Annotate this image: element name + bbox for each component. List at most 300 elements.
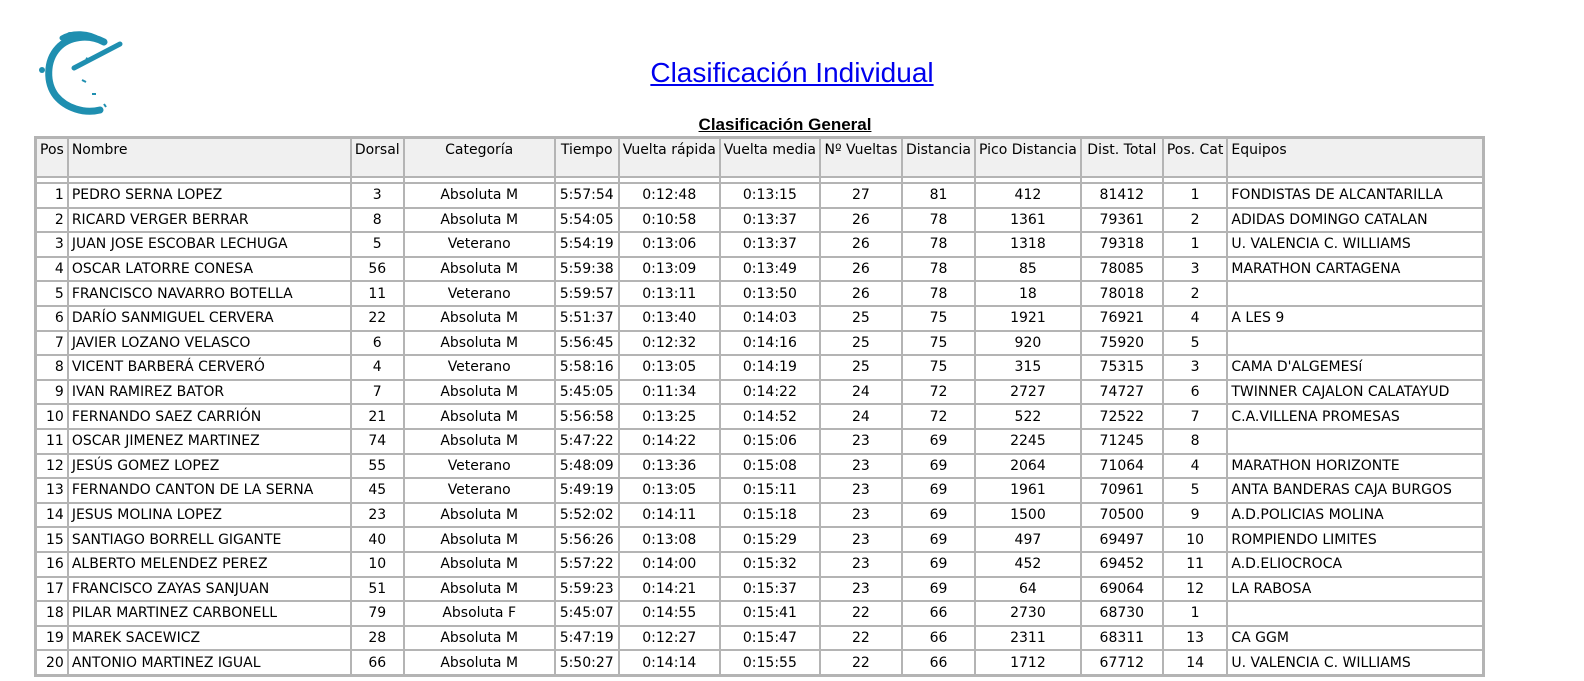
cell-vuelta-rapida: 0:12:32 [620, 332, 719, 355]
cell-pos: 1 [37, 184, 67, 207]
cell-pico-distancia: 2245 [976, 430, 1080, 453]
cell-equipos: ROMPIENDO LIMITES [1228, 528, 1482, 551]
cell-categoria: Absoluta M [405, 528, 554, 551]
cell-nombre: JUAN JOSE ESCOBAR LECHUGA [69, 233, 350, 256]
cell-vuelta-rapida: 0:13:40 [620, 307, 719, 330]
cell-equipos: A LES 9 [1228, 307, 1482, 330]
cell-nombre: OSCAR JIMENEZ MARTINEZ [69, 430, 350, 453]
cell-dist-total: 72522 [1082, 405, 1162, 428]
cell-pico-distancia: 522 [976, 405, 1080, 428]
cell-vuelta-rapida: 0:14:21 [620, 578, 719, 601]
cell-vuelta-rapida: 0:13:05 [620, 479, 719, 502]
cell-vuelta-rapida: 0:13:08 [620, 528, 719, 551]
spacer-cell [352, 178, 403, 182]
cell-num-vueltas: 23 [821, 455, 901, 478]
cell-vuelta-rapida: 0:13:09 [620, 258, 719, 281]
column-header-pico-distancia: Pico Distancia [976, 139, 1080, 176]
spacer-cell [69, 178, 350, 182]
cell-distancia: 69 [903, 430, 974, 453]
cell-dist-total: 69064 [1082, 578, 1162, 601]
cell-tiempo: 5:56:58 [556, 405, 618, 428]
cell-dist-total: 76921 [1082, 307, 1162, 330]
table-row [37, 209, 1482, 232]
cell-pos: 19 [37, 627, 67, 650]
table-row [37, 455, 1482, 478]
cell-vuelta-rapida: 0:13:25 [620, 405, 719, 428]
cell-pos-cat: 3 [1164, 258, 1227, 281]
cell-pos: 9 [37, 381, 67, 404]
cell-num-vueltas: 22 [821, 627, 901, 650]
cell-distancia: 69 [903, 578, 974, 601]
cell-vuelta-rapida: 0:14:00 [620, 553, 719, 576]
spacer-cell [821, 178, 901, 182]
cell-nombre: DARÍO SANMIGUEL CERVERA [69, 307, 350, 330]
cell-nombre: MAREK SACEWICZ [69, 627, 350, 650]
cell-dist-total: 79318 [1082, 233, 1162, 256]
cell-equipos [1228, 430, 1482, 453]
column-header-num-vueltas: Nº Vueltas [821, 139, 901, 176]
cell-nombre: FERNANDO CANTON DE LA SERNA [69, 479, 350, 502]
spacer-cell [903, 178, 974, 182]
cell-vuelta-rapida: 0:14:22 [620, 430, 719, 453]
cell-pos-cat: 1 [1164, 233, 1227, 256]
cell-pos: 20 [37, 651, 67, 674]
cell-distancia: 69 [903, 528, 974, 551]
cell-distancia: 78 [903, 258, 974, 281]
column-header-categoria: Categoría [405, 139, 554, 176]
cell-dist-total: 74727 [1082, 381, 1162, 404]
cell-tiempo: 5:45:05 [556, 381, 618, 404]
cell-tiempo: 5:58:16 [556, 356, 618, 379]
cell-categoria: Absoluta M [405, 405, 554, 428]
cell-tiempo: 5:59:23 [556, 578, 618, 601]
cell-pos-cat: 9 [1164, 504, 1227, 527]
cell-num-vueltas: 26 [821, 233, 901, 256]
cell-pos: 16 [37, 553, 67, 576]
cell-pico-distancia: 64 [976, 578, 1080, 601]
cell-pos-cat: 6 [1164, 381, 1227, 404]
cell-pico-distancia: 412 [976, 184, 1080, 207]
cell-vuelta-media: 0:14:52 [721, 405, 819, 428]
column-header-vuelta-media: Vuelta media [721, 139, 819, 176]
cell-vuelta-rapida: 0:14:11 [620, 504, 719, 527]
cell-pos-cat: 14 [1164, 651, 1227, 674]
cell-dist-total: 78085 [1082, 258, 1162, 281]
cell-vuelta-rapida: 0:12:48 [620, 184, 719, 207]
column-header-vuelta-rapida: Vuelta rápida [620, 139, 719, 176]
cell-pico-distancia: 2064 [976, 455, 1080, 478]
cell-distancia: 81 [903, 184, 974, 207]
cell-tiempo: 5:49:19 [556, 479, 618, 502]
cell-dorsal: 55 [352, 455, 403, 478]
cell-pos-cat: 1 [1164, 184, 1227, 207]
cell-categoria: Absoluta M [405, 504, 554, 527]
cell-dorsal: 10 [352, 553, 403, 576]
cell-pico-distancia: 2727 [976, 381, 1080, 404]
cell-nombre: JAVIER LOZANO VELASCO [69, 332, 350, 355]
cell-nombre: JESUS MOLINA LOPEZ [69, 504, 350, 527]
table-row [37, 578, 1482, 601]
cell-distancia: 69 [903, 553, 974, 576]
cell-vuelta-media: 0:15:06 [721, 430, 819, 453]
cell-tiempo: 5:47:19 [556, 627, 618, 650]
cell-tiempo: 5:59:57 [556, 282, 618, 305]
cell-distancia: 69 [903, 455, 974, 478]
cell-distancia: 78 [903, 209, 974, 232]
cell-categoria: Absoluta M [405, 258, 554, 281]
spacer-cell [37, 178, 67, 182]
cell-categoria: Absoluta M [405, 627, 554, 650]
cell-num-vueltas: 25 [821, 307, 901, 330]
cell-categoria: Veterano [405, 233, 554, 256]
cell-distancia: 78 [903, 282, 974, 305]
spacer-cell [1164, 178, 1227, 182]
cell-pos: 17 [37, 578, 67, 601]
cell-dist-total: 75920 [1082, 332, 1162, 355]
cell-dorsal: 8 [352, 209, 403, 232]
cell-equipos: CAMA D'ALGEMESí [1228, 356, 1482, 379]
cell-categoria: Absoluta M [405, 209, 554, 232]
cell-vuelta-media: 0:13:50 [721, 282, 819, 305]
cell-pico-distancia: 1318 [976, 233, 1080, 256]
table-row [37, 332, 1482, 355]
cell-pos-cat: 13 [1164, 627, 1227, 650]
cell-tiempo: 5:57:54 [556, 184, 618, 207]
cell-tiempo: 5:54:19 [556, 233, 618, 256]
cell-pos-cat: 10 [1164, 528, 1227, 551]
cell-vuelta-media: 0:13:37 [721, 233, 819, 256]
cell-nombre: RICARD VERGER BERRAR [69, 209, 350, 232]
cell-categoria: Absoluta M [405, 430, 554, 453]
cell-equipos: ADIDAS DOMINGO CATALAN [1228, 209, 1482, 232]
cell-dorsal: 45 [352, 479, 403, 502]
cell-distancia: 66 [903, 651, 974, 674]
cell-pos: 3 [37, 233, 67, 256]
cell-equipos: A.D.POLICIAS MOLINA [1228, 504, 1482, 527]
cell-pico-distancia: 2730 [976, 602, 1080, 625]
cell-dist-total: 75315 [1082, 356, 1162, 379]
cell-dist-total: 81412 [1082, 184, 1162, 207]
cell-distancia: 75 [903, 307, 974, 330]
table-row [37, 381, 1482, 404]
cell-dorsal: 6 [352, 332, 403, 355]
cell-nombre: PEDRO SERNA LOPEZ [69, 184, 350, 207]
table-row [37, 356, 1482, 379]
cell-vuelta-media: 0:15:29 [721, 528, 819, 551]
cell-equipos: TWINNER CAJALON CALATAYUD [1228, 381, 1482, 404]
table-header-row [37, 139, 1482, 176]
column-header-pos-cat: Pos. Cat [1164, 139, 1227, 176]
cell-pos-cat: 1 [1164, 602, 1227, 625]
table-row [37, 553, 1482, 576]
cell-nombre: OSCAR LATORRE CONESA [69, 258, 350, 281]
cell-num-vueltas: 25 [821, 332, 901, 355]
cell-dorsal: 66 [352, 651, 403, 674]
cell-nombre: SANTIAGO BORRELL GIGANTE [69, 528, 350, 551]
spacer-cell [405, 178, 554, 182]
cell-vuelta-media: 0:15:32 [721, 553, 819, 576]
cell-categoria: Absoluta M [405, 578, 554, 601]
cell-vuelta-media: 0:15:11 [721, 479, 819, 502]
cell-categoria: Absoluta M [405, 651, 554, 674]
cell-num-vueltas: 22 [821, 651, 901, 674]
cell-dorsal: 51 [352, 578, 403, 601]
cell-num-vueltas: 24 [821, 381, 901, 404]
cell-dorsal: 22 [352, 307, 403, 330]
cell-categoria: Veterano [405, 455, 554, 478]
cell-categoria: Absoluta F [405, 602, 554, 625]
column-header-pos: Pos [37, 139, 67, 176]
cell-pos: 18 [37, 602, 67, 625]
cell-nombre: PILAR MARTINEZ CARBONELL [69, 602, 350, 625]
cell-distancia: 78 [903, 233, 974, 256]
column-header-distancia: Distancia [903, 139, 974, 176]
table-row [37, 528, 1482, 551]
cell-vuelta-media: 0:15:37 [721, 578, 819, 601]
page-title-link[interactable]: Clasificación Individual [650, 57, 934, 88]
cell-vuelta-media: 0:15:47 [721, 627, 819, 650]
cell-dist-total: 69452 [1082, 553, 1162, 576]
cell-distancia: 66 [903, 627, 974, 650]
cell-dorsal: 4 [352, 356, 403, 379]
cell-num-vueltas: 23 [821, 578, 901, 601]
cell-pos-cat: 4 [1164, 455, 1227, 478]
table-row [37, 282, 1482, 305]
cell-vuelta-rapida: 0:14:55 [620, 602, 719, 625]
column-header-dist-total: Dist. Total [1082, 139, 1162, 176]
cell-categoria: Veterano [405, 356, 554, 379]
cell-num-vueltas: 23 [821, 430, 901, 453]
cell-pos: 8 [37, 356, 67, 379]
cell-nombre: FRANCISCO ZAYAS SANJUAN [69, 578, 350, 601]
cell-pos: 7 [37, 332, 67, 355]
spacer-cell [721, 178, 819, 182]
column-header-tiempo: Tiempo [556, 139, 618, 176]
cell-dist-total: 67712 [1082, 651, 1162, 674]
cell-vuelta-media: 0:15:41 [721, 602, 819, 625]
table-body [37, 178, 1482, 674]
cell-distancia: 72 [903, 405, 974, 428]
cell-vuelta-media: 0:15:08 [721, 455, 819, 478]
cell-categoria: Absoluta M [405, 307, 554, 330]
cell-nombre: FERNANDO SAEZ CARRIÓN [69, 405, 350, 428]
cell-pos-cat: 2 [1164, 209, 1227, 232]
cell-vuelta-media: 0:15:55 [721, 651, 819, 674]
cell-tiempo: 5:54:05 [556, 209, 618, 232]
cell-pos-cat: 5 [1164, 479, 1227, 502]
cell-pico-distancia: 315 [976, 356, 1080, 379]
cell-equipos: LA RABOSA [1228, 578, 1482, 601]
cell-tiempo: 5:52:02 [556, 504, 618, 527]
cell-pos: 2 [37, 209, 67, 232]
table-row [37, 184, 1482, 207]
cell-equipos: U. VALENCIA C. WILLIAMS [1228, 651, 1482, 674]
cell-categoria: Absoluta M [405, 381, 554, 404]
cell-dist-total: 70500 [1082, 504, 1162, 527]
cell-pico-distancia: 1961 [976, 479, 1080, 502]
cell-pico-distancia: 85 [976, 258, 1080, 281]
cell-pos: 4 [37, 258, 67, 281]
cell-vuelta-rapida: 0:13:06 [620, 233, 719, 256]
cell-tiempo: 5:57:22 [556, 553, 618, 576]
cell-vuelta-media: 0:13:15 [721, 184, 819, 207]
results-table [34, 136, 1485, 677]
cell-dorsal: 21 [352, 405, 403, 428]
cell-num-vueltas: 23 [821, 528, 901, 551]
cell-categoria: Absoluta M [405, 184, 554, 207]
cell-num-vueltas: 23 [821, 553, 901, 576]
cell-equipos: U. VALENCIA C. WILLIAMS [1228, 233, 1482, 256]
cell-dist-total: 78018 [1082, 282, 1162, 305]
cell-pos-cat: 4 [1164, 307, 1227, 330]
cell-vuelta-rapida: 0:10:58 [620, 209, 719, 232]
cell-distancia: 72 [903, 381, 974, 404]
cell-vuelta-rapida: 0:13:36 [620, 455, 719, 478]
cell-nombre: VICENT BARBERÁ CERVERÓ [69, 356, 350, 379]
cell-categoria: Veterano [405, 479, 554, 502]
cell-equipos [1228, 332, 1482, 355]
cell-vuelta-media: 0:15:18 [721, 504, 819, 527]
cell-dorsal: 5 [352, 233, 403, 256]
cell-num-vueltas: 26 [821, 209, 901, 232]
table-row [37, 258, 1482, 281]
cell-equipos: MARATHON HORIZONTE [1228, 455, 1482, 478]
cell-pico-distancia: 1712 [976, 651, 1080, 674]
cell-distancia: 75 [903, 332, 974, 355]
table-row [37, 479, 1482, 502]
cell-vuelta-rapida: 0:13:11 [620, 282, 719, 305]
table-row [37, 405, 1482, 428]
cell-pos-cat: 11 [1164, 553, 1227, 576]
cell-tiempo: 5:48:09 [556, 455, 618, 478]
cell-pos: 5 [37, 282, 67, 305]
cell-nombre: IVAN RAMIREZ BATOR [69, 381, 350, 404]
cell-dorsal: 3 [352, 184, 403, 207]
cell-num-vueltas: 25 [821, 356, 901, 379]
cell-nombre: ANTONIO MARTINEZ IGUAL [69, 651, 350, 674]
cell-num-vueltas: 22 [821, 602, 901, 625]
table-row [37, 602, 1482, 625]
cell-dist-total: 68730 [1082, 602, 1162, 625]
spacer-cell [556, 178, 618, 182]
cell-dist-total: 71245 [1082, 430, 1162, 453]
cell-dorsal: 23 [352, 504, 403, 527]
cell-dist-total: 79361 [1082, 209, 1162, 232]
cell-equipos: FONDISTAS DE ALCANTARILLA [1228, 184, 1482, 207]
cell-pico-distancia: 1500 [976, 504, 1080, 527]
cell-dorsal: 56 [352, 258, 403, 281]
cell-vuelta-media: 0:14:22 [721, 381, 819, 404]
cell-categoria: Veterano [405, 282, 554, 305]
cell-equipos [1228, 282, 1482, 305]
cell-vuelta-media: 0:14:19 [721, 356, 819, 379]
cell-pico-distancia: 1361 [976, 209, 1080, 232]
cell-pos: 14 [37, 504, 67, 527]
spacer-cell [1082, 178, 1162, 182]
cell-tiempo: 5:56:45 [556, 332, 618, 355]
spacer-cell [1228, 178, 1482, 182]
cell-tiempo: 5:51:37 [556, 307, 618, 330]
cell-nombre: FRANCISCO NAVARRO BOTELLA [69, 282, 350, 305]
section-title: Clasificación General [698, 115, 872, 134]
cell-num-vueltas: 26 [821, 258, 901, 281]
cell-dorsal: 11 [352, 282, 403, 305]
cell-pos: 15 [37, 528, 67, 551]
cell-distancia: 66 [903, 602, 974, 625]
cell-pos-cat: 2 [1164, 282, 1227, 305]
cell-vuelta-rapida: 0:12:27 [620, 627, 719, 650]
cell-vuelta-media: 0:13:49 [721, 258, 819, 281]
cell-vuelta-rapida: 0:11:34 [620, 381, 719, 404]
column-header-dorsal: Dorsal [352, 139, 403, 176]
cell-equipos [1228, 602, 1482, 625]
cell-num-vueltas: 26 [821, 282, 901, 305]
cell-pos: 6 [37, 307, 67, 330]
cell-categoria: Absoluta M [405, 332, 554, 355]
cell-tiempo: 5:45:07 [556, 602, 618, 625]
table-row [37, 504, 1482, 527]
spacer-cell [620, 178, 719, 182]
cell-pos: 12 [37, 455, 67, 478]
column-header-nombre: Nombre [69, 139, 350, 176]
cell-equipos: MARATHON CARTAGENA [1228, 258, 1482, 281]
cell-pos-cat: 12 [1164, 578, 1227, 601]
cell-pos-cat: 3 [1164, 356, 1227, 379]
cell-num-vueltas: 23 [821, 479, 901, 502]
spacer-cell [976, 178, 1080, 182]
cell-pos: 11 [37, 430, 67, 453]
cell-dorsal: 7 [352, 381, 403, 404]
cell-equipos: A.D.ELIOCROCA [1228, 553, 1482, 576]
cell-dorsal: 79 [352, 602, 403, 625]
cell-equipos: CA GGM [1228, 627, 1482, 650]
cell-dist-total: 70961 [1082, 479, 1162, 502]
cell-equipos: ANTA BANDERAS CAJA BURGOS [1228, 479, 1482, 502]
table-row [37, 430, 1482, 453]
cell-nombre: ALBERTO MELENDEZ PEREZ [69, 553, 350, 576]
cell-vuelta-media: 0:13:37 [721, 209, 819, 232]
table-row [37, 233, 1482, 256]
cell-equipos: C.A.VILLENA PROMESAS [1228, 405, 1482, 428]
cell-num-vueltas: 24 [821, 405, 901, 428]
cell-pos: 13 [37, 479, 67, 502]
cell-vuelta-media: 0:14:16 [721, 332, 819, 355]
cell-tiempo: 5:56:26 [556, 528, 618, 551]
cell-tiempo: 5:59:38 [556, 258, 618, 281]
cell-dorsal: 28 [352, 627, 403, 650]
table-row [37, 627, 1482, 650]
cell-num-vueltas: 27 [821, 184, 901, 207]
cell-pos-cat: 8 [1164, 430, 1227, 453]
cell-pos: 10 [37, 405, 67, 428]
cell-pico-distancia: 920 [976, 332, 1080, 355]
cell-pico-distancia: 2311 [976, 627, 1080, 650]
cell-distancia: 75 [903, 356, 974, 379]
cell-pico-distancia: 18 [976, 282, 1080, 305]
cell-categoria: Absoluta M [405, 553, 554, 576]
page-title [0, 52, 1584, 90]
table-spacer-row [37, 178, 1482, 182]
cell-nombre: JESÚS GOMEZ LOPEZ [69, 455, 350, 478]
cell-vuelta-rapida: 0:14:14 [620, 651, 719, 674]
table-row [37, 307, 1482, 330]
cell-dorsal: 40 [352, 528, 403, 551]
cell-pos-cat: 5 [1164, 332, 1227, 355]
cell-dorsal: 74 [352, 430, 403, 453]
cell-tiempo: 5:47:22 [556, 430, 618, 453]
cell-dist-total: 69497 [1082, 528, 1162, 551]
cell-vuelta-rapida: 0:13:05 [620, 356, 719, 379]
